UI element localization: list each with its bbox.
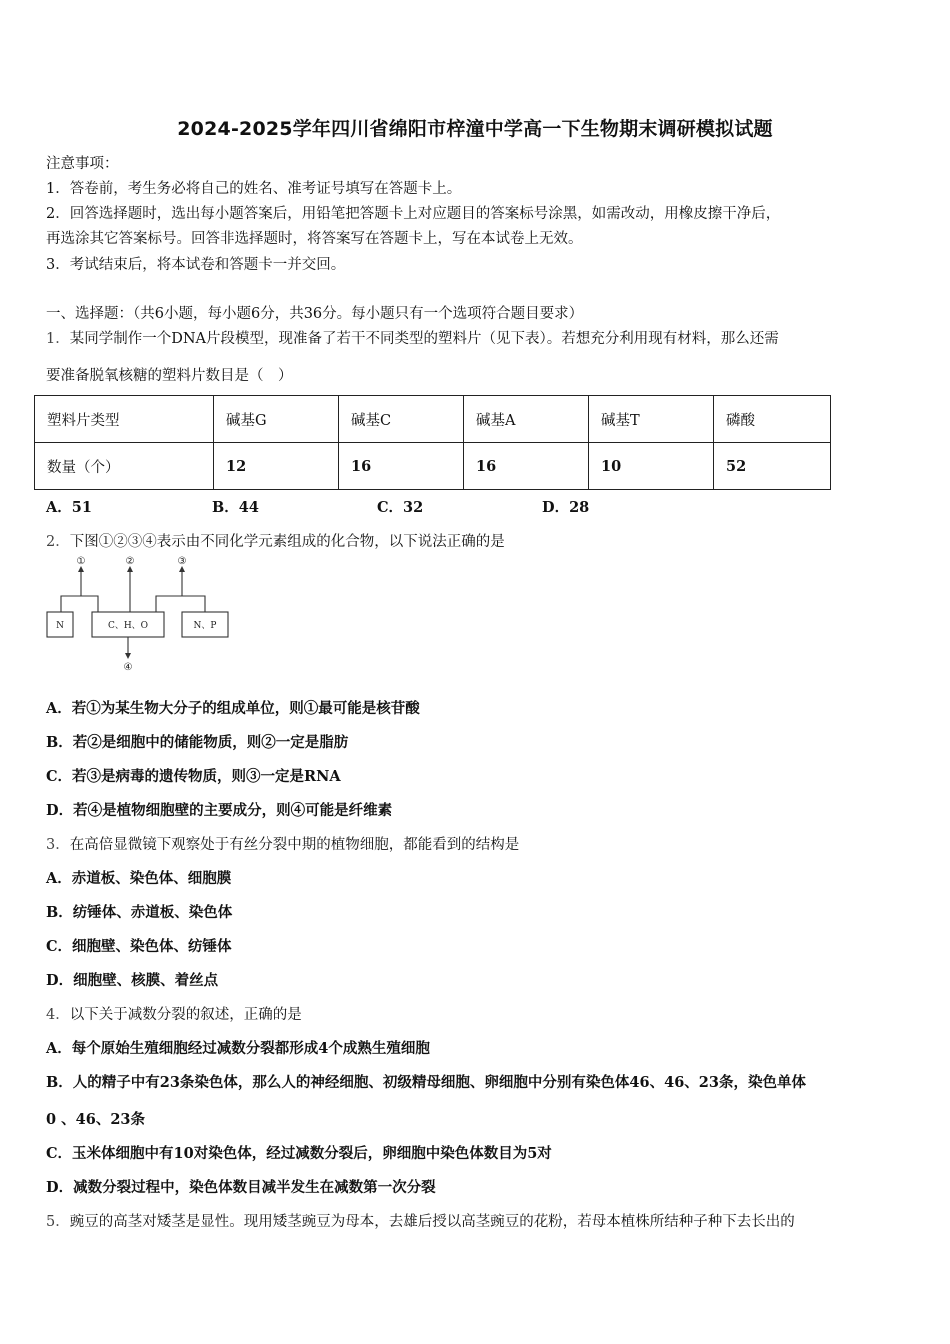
q2-option-a: A．若①为某生物大分子的组成单位，则①最可能是核苷酸 <box>46 700 420 717</box>
q5-text: 豌豆的高茎对矮茎是显性。现用矮茎豌豆为母本，去雄后授以高茎豌豆的花粉，若母本植株所结种子种下去长出的 <box>69 1214 795 1230</box>
label-3: ③ <box>177 556 187 567</box>
page-title: 2024-2025学年四川省绵阳市梓潼中学高一下生物期末调研模拟试题 <box>177 118 773 140</box>
q4-option-a: A．每个原始生殖细胞经过减数分裂都形成4个成熟生殖细胞 <box>46 1040 430 1057</box>
table-cell: 磷酸 <box>714 396 831 443</box>
q3-option-b: B．纺锤体、赤道板、染色体 <box>46 904 233 921</box>
q1-option-b: B．44 <box>212 499 259 516</box>
label-1: ① <box>76 556 86 567</box>
compound-diagram <box>40 556 240 672</box>
q5-number: 5． <box>46 1214 70 1230</box>
notice-item-2-cont: 再选涂其它答案标号。回答非选择题时，将答案写在答题卡上，写在本试卷上无效。 <box>46 231 583 247</box>
q1-line2: 要准备脱氧核糖的塑料片数目是（ ） <box>46 368 293 384</box>
label-2: ② <box>125 556 135 567</box>
table-cell: 碱基C <box>339 396 464 443</box>
q3-option-a: A．赤道板、染色体、细胞膜 <box>46 870 232 887</box>
q4-option-b-cont: 0 、46、23条 <box>46 1111 145 1128</box>
n-label: N <box>56 621 64 631</box>
notice-heading: 注意事项： <box>46 156 119 172</box>
q1-option-d: D．28 <box>542 499 590 516</box>
table-cell: 碱基G <box>214 396 339 443</box>
q4-line <box>46 1003 302 1024</box>
table-cell: 16 <box>339 443 464 490</box>
q3-option-c: C．细胞壁、染色体、纺锤体 <box>46 938 232 955</box>
q1-line1 <box>46 327 779 348</box>
table-cell: 碱基T <box>589 396 714 443</box>
q2-line <box>46 530 505 551</box>
cho-label: C、H、O <box>107 621 149 631</box>
q1-number: 1． <box>46 331 70 347</box>
q2-option-c: C．若③是病毒的遗传物质，则③一定是RNA <box>46 768 341 785</box>
arrow-4-head <box>125 653 131 659</box>
q5-line <box>46 1210 795 1231</box>
q4-number: 4． <box>46 1007 70 1023</box>
q2-option-d: D．若④是植物细胞壁的主要成分，则④可能是纤维素 <box>46 802 393 819</box>
q2-option-b: B．若②是细胞中的储能物质，则②一定是脂肪 <box>46 734 349 751</box>
label-4: ④ <box>123 662 133 672</box>
table-row <box>35 396 831 443</box>
table-row <box>35 443 831 490</box>
table-cell: 数量（个） <box>35 443 214 490</box>
table-cell: 塑料片类型 <box>35 396 214 443</box>
q2-number: 2． <box>46 534 70 550</box>
q4-option-c: C．玉米体细胞中有10对染色体，经过减数分裂后，卵细胞中染色体数目为5对 <box>46 1145 552 1162</box>
table-cell: 16 <box>464 443 589 490</box>
table-cell: 10 <box>589 443 714 490</box>
table-cell: 碱基A <box>464 396 589 443</box>
q4-option-b: B．人的精子中有23条染色体，那么人的神经细胞、初级精母细胞、卵细胞中分别有染色体46、46、23条，染色单体 <box>46 1074 806 1091</box>
q4-text: 以下关于减数分裂的叙述，正确的是 <box>69 1007 302 1023</box>
notice-item-3: 3．考试结束后，将本试卷和答题卡一并交回。 <box>46 257 346 273</box>
connector-1 <box>61 596 98 612</box>
np-label: N、P <box>193 621 217 631</box>
q4-option-d: D．减数分裂过程中，染色体数目减半发生在减数第一次分裂 <box>46 1179 436 1196</box>
connector-3 <box>156 596 205 612</box>
table-cell: 52 <box>714 443 831 490</box>
q3-line <box>46 833 519 854</box>
q3-number: 3． <box>46 837 70 853</box>
q2-text: 下图①②③④表示由不同化学元素组成的化合物，以下说法正确的是 <box>69 534 505 550</box>
q1-option-a: A．51 <box>46 499 92 516</box>
notice-item-2: 2．回答选择题时，选出每小题答案后，用铅笔把答题卡上对应题目的答案标号涂黑，如需改动，用橡皮擦干净后， <box>46 206 781 222</box>
section-heading: 一、选择题：（共6小题，每小题6分，共36分。每小题只有一个选项符合题目要求） <box>46 306 584 322</box>
q1-option-c: C．32 <box>377 499 424 516</box>
table-cell: 12 <box>214 443 339 490</box>
q1-text-1: 某同学制作一个DNA片段模型，现准备了若干不同类型的塑料片（见下表）。若想充分利用现有材料，那么还需 <box>69 331 779 347</box>
q3-option-d: D．细胞壁、核膜、着丝点 <box>46 972 219 989</box>
q3-text: 在高倍显微镜下观察处于有丝分裂中期的植物细胞，都能看到的结构是 <box>69 837 520 853</box>
plastic-pieces-table <box>34 395 831 490</box>
notice-item-1: 1．答卷前，考生务必将自己的姓名、准考证号填写在答题卡上。 <box>46 181 462 197</box>
